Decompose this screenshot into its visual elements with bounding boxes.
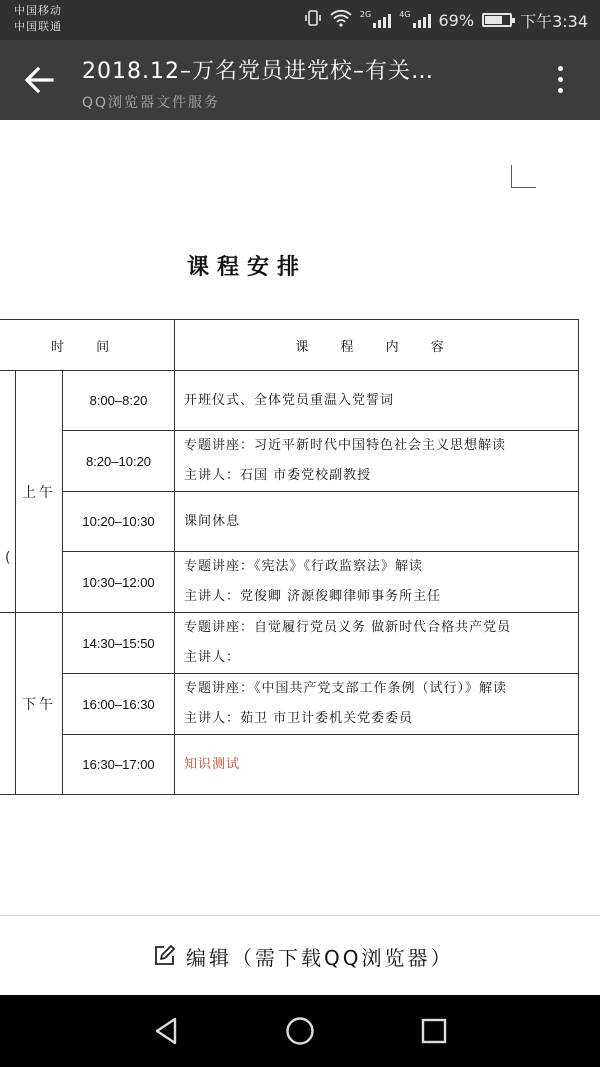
wifi-icon	[330, 9, 352, 31]
nav-home-button[interactable]	[284, 1015, 316, 1047]
vibrate-icon	[304, 9, 322, 31]
content-cell	[175, 552, 579, 613]
system-nav-bar	[0, 995, 600, 1067]
content-cell	[175, 431, 579, 492]
status-bar	[0, 0, 600, 40]
document-viewer[interactable]	[0, 120, 600, 915]
arrow-left-icon	[18, 58, 62, 102]
time-cell: 14:30–15:50	[63, 613, 175, 674]
schedule-title: 课程安排	[187, 255, 308, 280]
table-row	[0, 735, 579, 795]
content-cell	[175, 371, 579, 431]
status-indicators	[304, 9, 588, 31]
content-line-1: 知识测试	[184, 756, 241, 772]
nav-home-icon	[284, 1015, 316, 1047]
network-type-1: 2G	[359, 9, 372, 19]
time-cell: 8:00–8:20	[63, 371, 175, 431]
more-options-button[interactable]	[540, 60, 580, 104]
table-row	[0, 492, 579, 552]
content-line-1: 开班仪式、全体党员重温入党誓词	[184, 392, 395, 408]
header-content: 课 程 内 容	[175, 320, 579, 371]
nav-back-button[interactable]	[151, 1015, 183, 1047]
table-header-row	[0, 320, 579, 371]
table-row	[0, 552, 579, 613]
period-morning: 上午	[16, 371, 63, 613]
table-row	[0, 674, 579, 735]
table-row	[0, 613, 579, 674]
content-cell	[175, 735, 579, 795]
clock: 下午3:34	[520, 11, 588, 31]
signal-icon-1	[373, 12, 391, 28]
back-button[interactable]	[18, 58, 62, 102]
document-source: QQ浏览器文件服务	[82, 95, 221, 111]
schedule-table	[0, 319, 579, 795]
nav-back-icon	[151, 1015, 183, 1047]
content-line-1: 专题讲座：《宪法》《行政监察法》解读	[184, 559, 424, 574]
table-row	[0, 371, 579, 431]
content-line-2: 主讲人：石国 市委党校副教授	[184, 468, 372, 483]
time-cell: 10:20–10:30	[63, 492, 175, 552]
battery-icon	[482, 13, 512, 27]
table-row	[0, 431, 579, 492]
stray-parenthesis: (	[5, 550, 11, 566]
edit-bar	[0, 915, 600, 995]
header-time: 时 间	[0, 320, 175, 371]
content-line-1: 专题讲座：自觉履行党员义务 做新时代合格共产党员	[184, 620, 512, 635]
carrier-info	[14, 3, 62, 35]
time-cell: 16:30–17:00	[63, 735, 175, 795]
left-margin-cell	[0, 371, 16, 613]
content-line-1: 课间休息	[184, 513, 241, 529]
content-cell	[175, 492, 579, 552]
content-line-2: 主讲人：	[184, 650, 241, 665]
carrier-1: 中国移动	[14, 4, 62, 17]
battery-percent: 69%	[438, 10, 475, 30]
nav-recents-icon	[418, 1015, 450, 1047]
edit-button[interactable]	[152, 938, 453, 974]
period-afternoon: 下午	[16, 613, 63, 795]
time-cell: 10:30–12:00	[63, 552, 175, 613]
content-cell	[175, 613, 579, 674]
network-type-2: 4G	[399, 9, 411, 19]
content-line-2: 主讲人：茹卫 市卫计委机关党委委员	[184, 711, 414, 726]
content-line-2: 主讲人：党俊卿 济源俊卿律师事务所主任	[184, 589, 442, 604]
time-cell: 16:00–16:30	[63, 674, 175, 735]
signal-icon-2	[413, 12, 431, 28]
carrier-2: 中国联通	[14, 20, 62, 33]
edit-icon	[152, 944, 176, 968]
document-title: 2018.12–万名党员进党校–有关…	[82, 59, 434, 84]
more-vertical-icon	[540, 66, 580, 93]
time-cell: 8:20–10:20	[63, 431, 175, 492]
battery-fill	[485, 16, 502, 24]
content-cell	[175, 674, 579, 735]
left-margin-cell	[0, 613, 16, 795]
page-corner-mark	[511, 165, 536, 188]
app-toolbar	[0, 40, 600, 120]
content-line-1: 专题讲座：《中国共产党支部工作条例（试行）》解读	[184, 681, 508, 696]
nav-recents-button[interactable]	[418, 1015, 450, 1047]
content-line-1: 专题讲座：习近平新时代中国特色社会主义思想解读	[184, 438, 507, 453]
edit-button-label: 编辑（需下载QQ浏览器）	[186, 945, 454, 970]
